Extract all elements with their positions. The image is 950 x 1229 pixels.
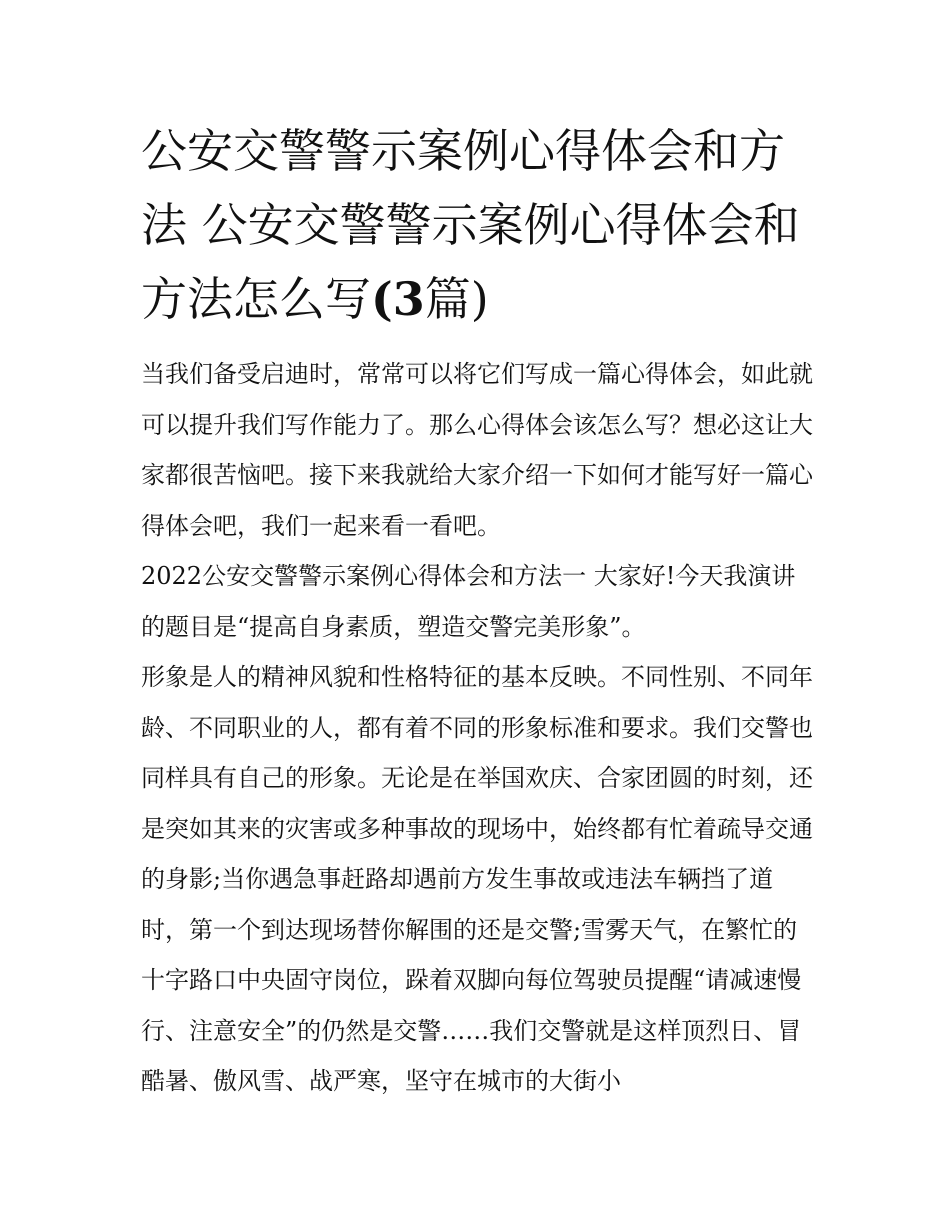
intro-paragraph: 当我们备受启迪时，常常可以将它们写成一篇心得体会，如此就可以提升我们写作能力了。那么心得体会该怎么写？想必这让大家都很苦恼吧。接下来我就给大家介绍一下如何才能写好一篇心得体会吧，我们一起来看一看吧。 (141, 360, 813, 540)
speech-opening-paragraph: 2022公安交警警示案例心得体会和方法一 大家好!今天我演讲的题目是“提高自身素质，塑造交警完美形象”。 (141, 562, 796, 641)
title-count: (3 (371, 272, 425, 326)
document-title (141, 114, 813, 336)
image-paragraph: 形象是人的精神风貌和性格特征的基本反映。不同性别、不同年龄、不同职业的人，都有着不同的形象标准和要求。我们交警也同样具有自己的形象。无论是在举国欢庆、合家团圆的时刻，还是突如其来的灾害或多种事故的现场中，始终都有忙着疏导交通的身影;当你遇急事赶路却遇前方发生事故或违法车辆挡了道时，第一个到达现场替你解围的还是交警;雪雾天气，在繁忙的十字路口中央固守岗位，跺着双脚向每位驾驶员提醒“请减速慢行、注意安全”的仍然是交警……我们交警就是这样顶烈日、冒酷暑、傲风雪、战严寒，坚守在城市的大街小 (141, 663, 813, 1095)
document-body (141, 114, 813, 1107)
title-text: 公安交警警示案例心得体会和方法 公安交警警示案例心得体会和方法怎么写 (141, 124, 800, 326)
title-suffix: 篇) (424, 272, 489, 326)
